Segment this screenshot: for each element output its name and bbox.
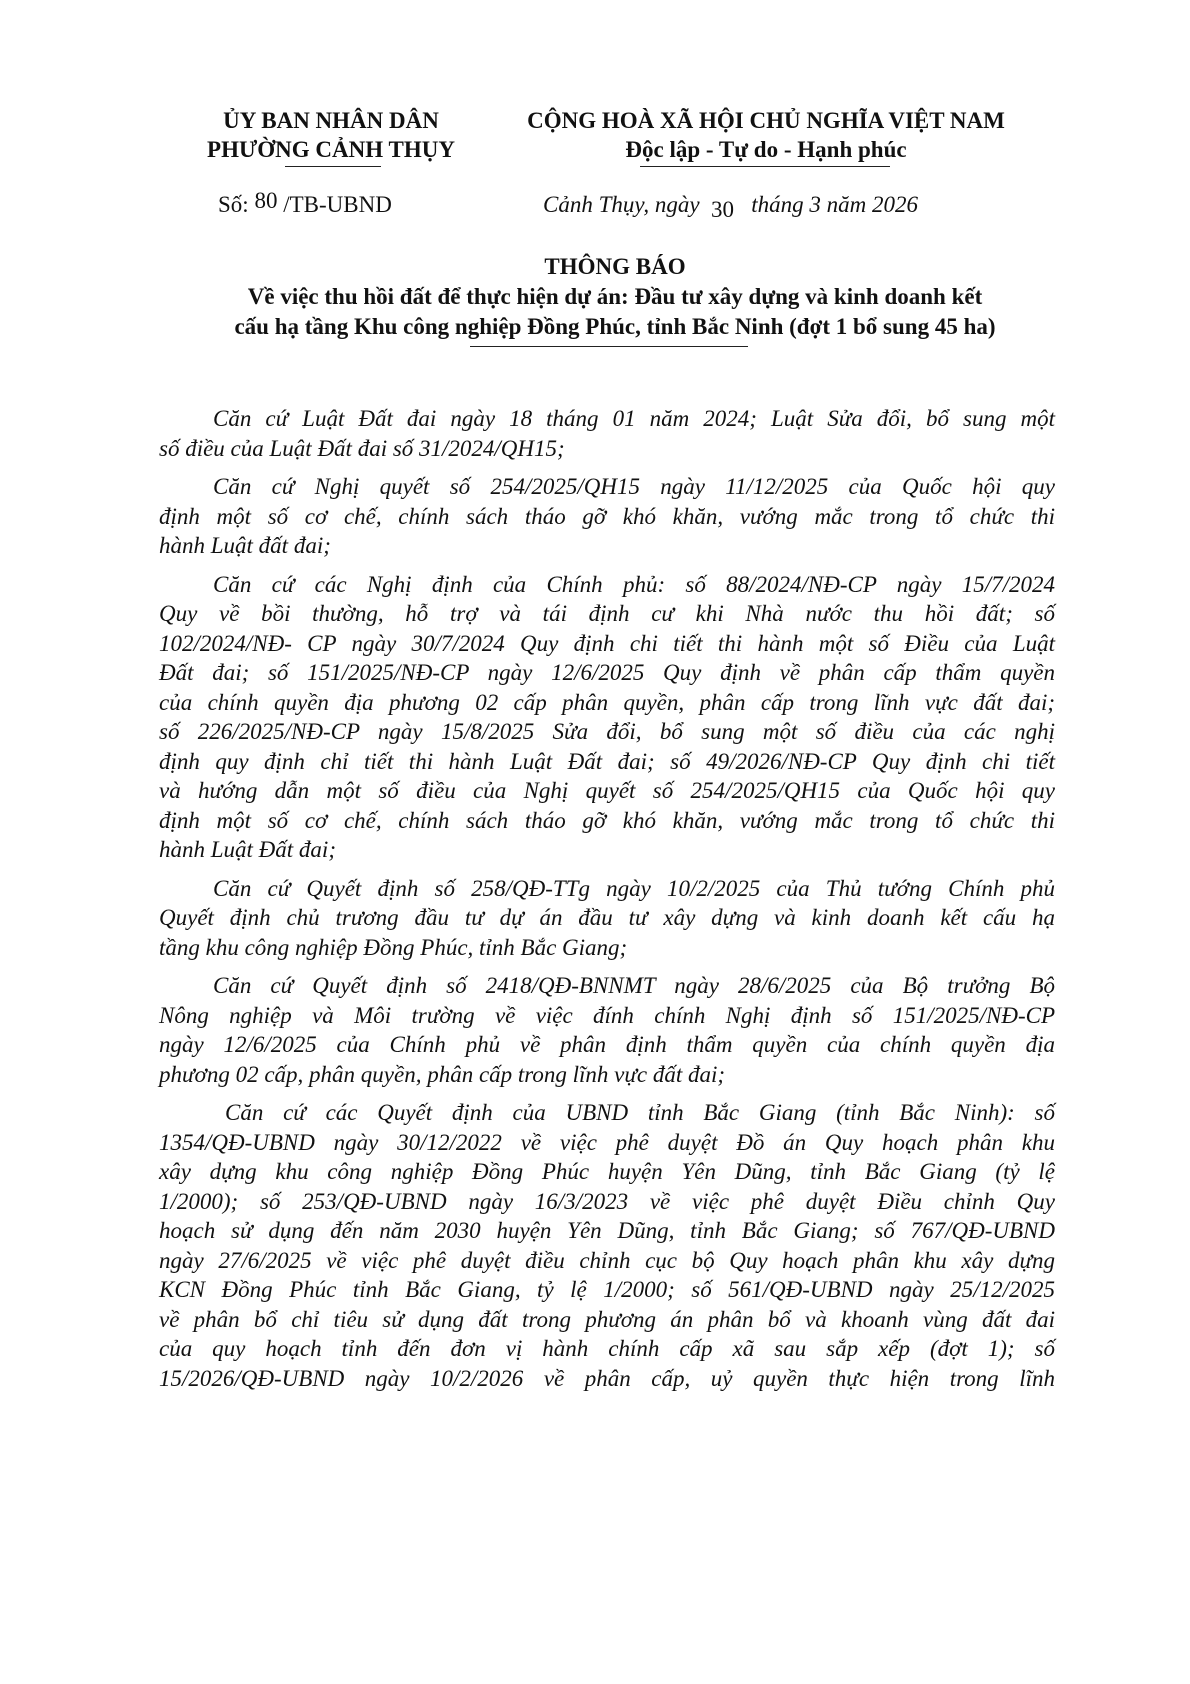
paragraph-line: Căn cứ Nghị quyết số 254/2025/QH15 ngày 11/12/2025 của Quốc hội quy <box>213 474 1055 499</box>
title-heading: THÔNG BÁO <box>544 254 686 279</box>
paragraph-line: Căn cứ các Nghị định của Chính phủ: số 88/2024/NĐ-CP ngày 15/7/2024 <box>213 571 1055 597</box>
paragraph-line: về phân bổ chỉ tiêu sử dụng đất trong phương án phân bổ và khoanh vùng đất đai <box>159 1306 1055 1332</box>
national-motto <box>498 106 1034 164</box>
issuing-authority <box>196 106 466 164</box>
paragraph-line: định một số cơ chế, chính sách tháo gỡ khó khăn, vướng mắc trong tổ chức thi <box>159 503 1055 529</box>
basis-paragraph <box>159 1098 1055 1393</box>
subject-line-1: Về việc thu hồi đất để thực hiện dự án: Đầu tư xây dựng và kinh doanh kết <box>247 284 983 309</box>
paragraph-line: Quyết định chủ trương đầu tư dự án đầu tư xây dựng và kinh doanh kết cấu hạ <box>159 905 1055 930</box>
basis-paragraph <box>159 874 1055 963</box>
paragraph-line: Nông nghiệp và Môi trường về việc đính chính Nghị định số 151/2025/NĐ-CP <box>159 1002 1055 1028</box>
paragraph-line: Căn cứ Quyết định số 258/QĐ-TTg ngày 10/2/2025 của Thủ tướng Chính phủ <box>213 875 1055 901</box>
authority-underline <box>285 166 381 167</box>
basis-paragraph <box>159 404 1055 463</box>
paragraph-line: Căn cứ Luật Đất đai ngày 18 tháng 01 năm 2024; Luật Sửa đổi, bổ sung một <box>213 406 1055 431</box>
nation-name: CỘNG HOÀ XÃ HỘI CHỦ NGHĨA VIỆT NAM <box>527 108 1005 133</box>
document-date <box>543 190 918 220</box>
paragraph-line: định quy định chỉ tiết thi hành Luật Đất đai; số 49/2026/NĐ-CP Quy định chi tiết <box>159 748 1055 774</box>
paragraph-line: Căn cứ các Quyết định của UBND tỉnh Bắc Giang (tỉnh Bắc Ninh): số <box>225 1100 1055 1125</box>
motto: Độc lập - Tự do - Hạnh phúc <box>625 137 907 162</box>
paragraph-line: và hướng dẫn một số điều của Nghị quyết số 254/2025/QH15 của Quốc hội quy <box>159 778 1055 803</box>
paragraph-line: xây dựng khu công nghiệp Đồng Phúc huyện Yên Dũng, tỉnh Bắc Giang (tỷ lệ <box>159 1159 1055 1184</box>
doc-number-suffix: /TB-UBND <box>283 192 392 217</box>
document-title <box>150 252 1080 342</box>
date-day: 30 <box>711 197 735 222</box>
basis-paragraph <box>159 472 1055 561</box>
authority-line-2: PHƯỜNG CẢNH THỤY <box>207 137 455 162</box>
paragraph-line: số 226/2025/NĐ-CP ngày 15/8/2025 Sửa đổi, bổ sung một số điều của các nghị <box>159 719 1055 744</box>
paragraph-line: Đất đai; số 151/2025/NĐ-CP ngày 12/6/2025 Quy định về phân cấp thẩm quyền <box>159 660 1055 685</box>
paragraph-line: của chính quyền địa phương 02 cấp phân quyền, phân cấp trong lĩnh vực đất đai; <box>159 689 1055 715</box>
basis-paragraph <box>159 971 1055 1089</box>
title-underline <box>470 346 748 347</box>
paragraph-line: 1/2000); số 253/QĐ-UBND ngày 16/3/2023 về việc phê duyệt Điều chỉnh Quy <box>159 1188 1055 1214</box>
paragraph-line: định một số cơ chế, chính sách tháo gỡ khó khăn, vướng mắc trong tổ chức thi <box>159 807 1055 833</box>
basis-paragraph <box>159 570 1055 865</box>
paragraph-line: Căn cứ Quyết định số 2418/QĐ-BNNMT ngày 28/6/2025 của Bộ trưởng Bộ <box>213 973 1055 998</box>
doc-number-value: 80 <box>254 188 278 213</box>
paragraph-line: 102/2024/NĐ- CP ngày 30/7/2024 Quy định chi tiết thi hành một số Điều của Luật <box>159 630 1055 656</box>
date-suffix: tháng 3 năm 2026 <box>751 192 919 217</box>
document-body <box>159 404 1055 1402</box>
paragraph-line: hành Luật đất đai; <box>159 533 331 558</box>
paragraph-line: ngày 27/6/2025 về việc phê duyệt điều chỉnh cục bộ Quy hoạch phân khu xây dựng <box>159 1247 1055 1273</box>
doc-number-prefix: Số: <box>218 192 249 217</box>
paragraph-line: Quy về bồi thường, hỗ trợ và tái định cư khi Nhà nước thu hồi đất; số <box>159 601 1055 626</box>
paragraph-line: KCN Đồng Phúc tỉnh Bắc Giang, tỷ lệ 1/2000; số 561/QĐ-UBND ngày 25/12/2025 <box>159 1277 1055 1302</box>
paragraph-line: tầng khu công nghiệp Đồng Phúc, tỉnh Bắc Giang; <box>159 934 628 960</box>
document-number <box>218 190 392 220</box>
paragraph-line: hành Luật Đất đai; <box>159 837 336 862</box>
paragraph-line: của quy hoạch tỉnh đến đơn vị hành chính cấp xã sau sắp xếp (đợt 1); số <box>159 1336 1055 1361</box>
paragraph-line: phương 02 cấp, phân quyền, phân cấp trong lĩnh vực đất đai; <box>159 1061 726 1087</box>
paragraph-line: 15/2026/QĐ-UBND ngày 10/2/2026 về phân cấp, uỷ quyền thực hiện trong lĩnh <box>159 1365 1055 1391</box>
motto-underline <box>640 166 890 167</box>
paragraph-line: số điều của Luật Đất đai số 31/2024/QH15; <box>159 435 565 461</box>
paragraph-line: ngày 12/6/2025 của Chính phủ về phân định thẩm quyền của chính quyền địa <box>159 1032 1055 1057</box>
date-prefix: Cảnh Thụy, ngày <box>543 192 700 217</box>
paragraph-line: hoạch sử dụng đến năm 2030 huyện Yên Dũng, tỉnh Bắc Giang; số 767/QĐ-UBND <box>159 1218 1055 1243</box>
subject-line-2: cấu hạ tầng Khu công nghiệp Đồng Phúc, tỉnh Bắc Ninh (đợt 1 bổ sung 45 ha) <box>234 314 996 339</box>
authority-line-1: ỦY BAN NHÂN DÂN <box>223 108 439 133</box>
paragraph-line: 1354/QĐ-UBND ngày 30/12/2022 về việc phê duyệt Đồ án Quy hoạch phân khu <box>159 1129 1055 1155</box>
